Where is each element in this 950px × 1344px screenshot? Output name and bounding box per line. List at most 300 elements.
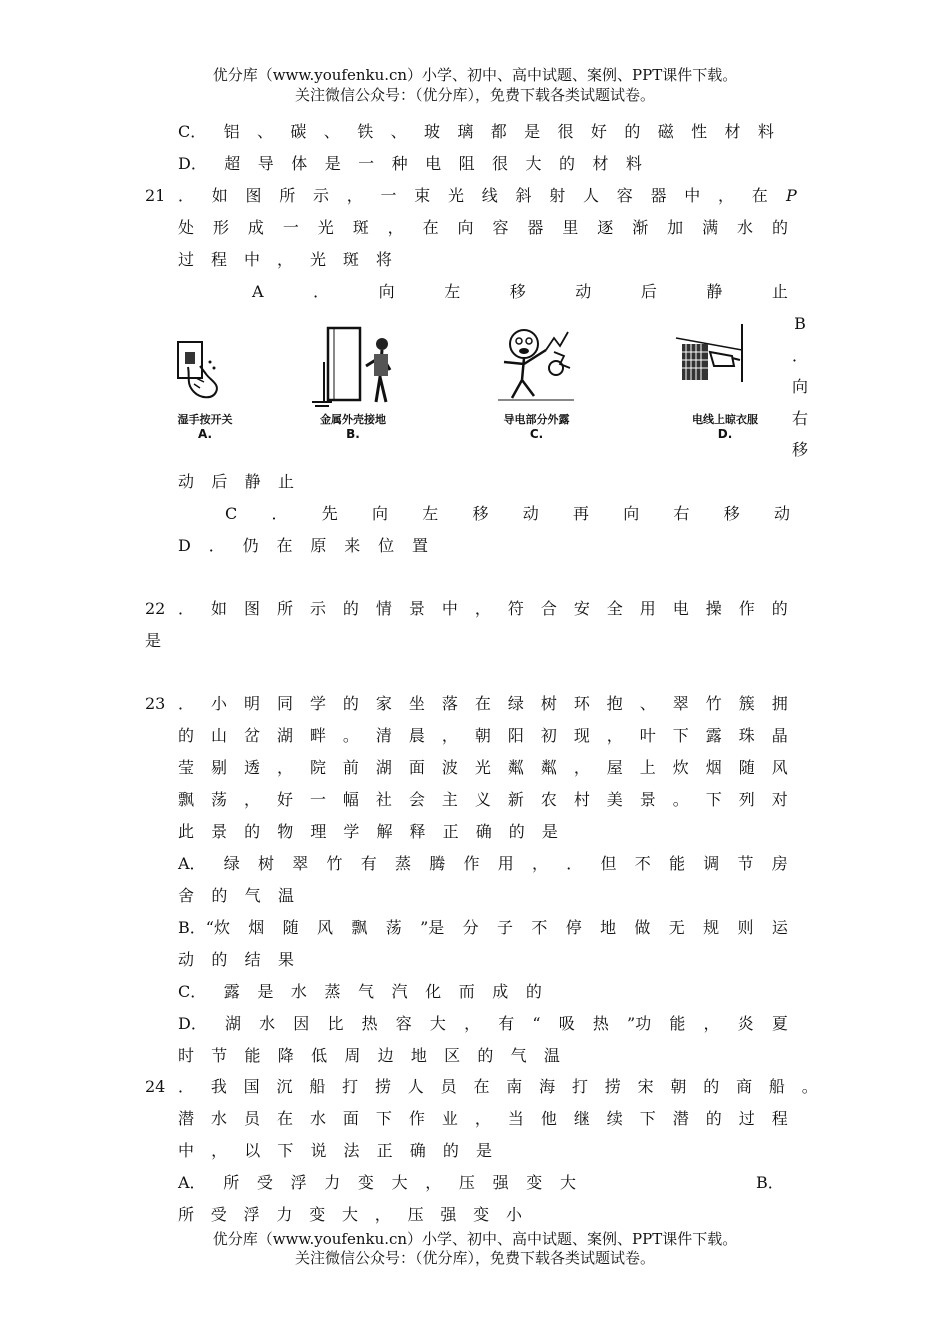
text-token: 是 xyxy=(257,982,274,1001)
q23-line4 xyxy=(178,790,788,810)
text-token: 动 xyxy=(773,504,790,523)
text-token: 的 xyxy=(705,1109,722,1128)
text-token: 电 xyxy=(672,599,689,618)
text-token: 水 xyxy=(737,218,754,237)
text-token: B．“炊 xyxy=(178,918,230,937)
text-token: 水 xyxy=(210,1109,227,1128)
exposed-wire-shock-icon xyxy=(494,322,579,407)
text-token: 清 xyxy=(375,726,392,745)
text-token: 所 xyxy=(276,599,293,618)
text-token: 的 xyxy=(342,599,359,618)
figure-d xyxy=(670,322,780,452)
text-token: 翠 xyxy=(292,854,309,873)
text-token: “ xyxy=(532,1014,541,1033)
text-token: C． xyxy=(178,122,207,141)
text-token: 导 xyxy=(257,154,274,173)
text-token: 强 xyxy=(440,1205,457,1224)
text-token: D． xyxy=(178,1014,207,1033)
text-token: 的 xyxy=(508,822,525,841)
text-token: 朝 xyxy=(670,1077,687,1096)
text-token: 做 xyxy=(634,918,651,937)
text-token: 规 xyxy=(703,918,720,937)
text-token: 地 xyxy=(600,918,617,937)
text-token: 电 xyxy=(425,154,442,173)
text-token: 吸 xyxy=(558,1014,575,1033)
text-token: 面 xyxy=(408,758,425,777)
text-token: 家 xyxy=(375,694,392,713)
text-token: 继 xyxy=(573,1109,590,1128)
text-token: ， xyxy=(474,1109,491,1128)
text-token: 右 xyxy=(673,504,690,523)
text-token: ”是 xyxy=(420,918,445,937)
text-token: 满 xyxy=(702,218,719,237)
text-token: 幅 xyxy=(342,790,359,809)
text-token: 中 xyxy=(178,1141,195,1160)
text-token: 粼 xyxy=(540,758,557,777)
q21-line2 xyxy=(178,218,788,238)
text-token: 但 xyxy=(600,854,617,873)
text-token: 宋 xyxy=(637,1077,654,1096)
text-token: 说 xyxy=(310,1141,327,1160)
text-token: ， xyxy=(425,1173,442,1192)
text-token: 过 xyxy=(738,1109,755,1128)
text-token: 学 xyxy=(343,822,360,841)
text-token: 荡 xyxy=(385,918,402,937)
text-token: 院 xyxy=(309,758,326,777)
text-token: 程 xyxy=(210,250,227,269)
q22-line2: 是 xyxy=(145,631,162,650)
text-token: 烟 xyxy=(248,918,265,937)
text-token: ， xyxy=(441,726,458,745)
text-token: A xyxy=(252,282,264,301)
text-token: 能 xyxy=(669,1014,686,1033)
text-token: 节 xyxy=(737,854,754,873)
text-token: A． xyxy=(178,1173,206,1192)
text-token: 下 xyxy=(277,1141,294,1160)
text-token: 潜 xyxy=(178,1109,195,1128)
text-token: 下 xyxy=(375,1109,392,1128)
text-token: 续 xyxy=(606,1109,623,1128)
text-token: 璃 xyxy=(457,122,474,141)
text-token: 的 xyxy=(624,122,641,141)
text-token: 珠 xyxy=(738,726,755,745)
text-token: 他 xyxy=(540,1109,557,1128)
text-token: 光 xyxy=(474,758,491,777)
text-token: 中 xyxy=(243,250,260,269)
text-token: 光 xyxy=(309,250,326,269)
text-token: 村 xyxy=(573,790,590,809)
text-token: 动 xyxy=(575,282,592,301)
text-token: 是 xyxy=(524,122,541,141)
text-token: 飘 xyxy=(178,790,195,809)
text-token: 将 xyxy=(375,250,392,269)
text-token: 置 xyxy=(411,536,428,555)
text-token: 员 xyxy=(440,1077,457,1096)
text-token: 下 xyxy=(639,1109,656,1128)
text-token: 成 xyxy=(247,218,264,237)
figure-c-letter: C. xyxy=(529,427,544,441)
text-token: 斑 xyxy=(352,218,369,237)
text-token: 、 xyxy=(257,122,274,141)
text-token: 受 xyxy=(256,1173,273,1192)
text-token: 朝 xyxy=(474,726,491,745)
text-token: 在 xyxy=(473,1077,490,1096)
text-token: 簇 xyxy=(738,694,755,713)
text-token: 露 xyxy=(705,726,722,745)
text-token: ， xyxy=(474,599,491,618)
page-footer-line1: 优分库（www.youfenku.cn）小学、初中、高中试题、案例、PPT课件下载。 xyxy=(212,1230,738,1248)
text-token: 的 xyxy=(211,950,228,969)
figure-c-caption: 导电部分外露 xyxy=(503,413,570,426)
text-token: 很 xyxy=(492,154,509,173)
text-token: 子 xyxy=(496,918,513,937)
text-token: 晨 xyxy=(408,726,425,745)
text-token: 如 xyxy=(210,599,227,618)
figure-b-letter: B. xyxy=(346,427,360,441)
q24-number: 24 xyxy=(145,1077,166,1096)
text-token: 性 xyxy=(691,122,708,141)
text-token: 强 xyxy=(492,1173,509,1192)
text-token: 屋 xyxy=(606,758,623,777)
text-token: 斑 xyxy=(342,250,359,269)
text-token: 主 xyxy=(441,790,458,809)
figure-a-caption: 湿手按开关 xyxy=(177,413,233,426)
text-token: 器 xyxy=(527,218,544,237)
text-token: C xyxy=(225,504,238,523)
text-token: 向 xyxy=(457,218,474,237)
text-token: ， xyxy=(606,726,623,745)
text-token: ， xyxy=(718,186,735,205)
text-token: 、 xyxy=(639,694,656,713)
text-token: 位 xyxy=(378,536,395,555)
text-token: 以 xyxy=(244,1141,261,1160)
text-token: ． xyxy=(313,282,330,301)
text-token: 受 xyxy=(210,1205,227,1224)
text-token: 低 xyxy=(311,1046,328,1065)
q21-option-d xyxy=(178,536,428,556)
text-token: 合 xyxy=(540,599,557,618)
text-token: 光 xyxy=(448,186,465,205)
text-token: 果 xyxy=(277,950,294,969)
text-token: 原 xyxy=(310,536,327,555)
text-token: 正 xyxy=(442,822,459,841)
text-token: 好 xyxy=(590,122,607,141)
text-token: 绿 xyxy=(223,854,240,873)
q24-line2 xyxy=(178,1109,788,1129)
text-token: 会 xyxy=(408,790,425,809)
text-token: 温 xyxy=(543,1046,560,1065)
text-token: 容 xyxy=(395,1014,412,1033)
text-token: 现 xyxy=(573,726,590,745)
text-token: 的 xyxy=(771,599,788,618)
text-token: ， xyxy=(374,1205,391,1224)
text-token: 湖 xyxy=(224,1014,241,1033)
text-token: 捞 xyxy=(604,1077,621,1096)
text-token: 下 xyxy=(672,726,689,745)
text-token: 法 xyxy=(343,1141,360,1160)
text-token: 当 xyxy=(507,1109,524,1128)
text-token: 有 xyxy=(498,1014,515,1033)
text-token: 坐 xyxy=(408,694,425,713)
text-token: 确 xyxy=(475,822,492,841)
text-token: 止 xyxy=(277,472,294,491)
text-token: 全 xyxy=(606,599,623,618)
text-token: 体 xyxy=(291,154,308,173)
text-token: 示 xyxy=(309,599,326,618)
q23-option-a-1 xyxy=(178,854,788,874)
q24-option-b xyxy=(178,1205,522,1225)
figure-d-letter: D. xyxy=(717,427,733,441)
text-token: 的 xyxy=(442,1141,459,1160)
text-token: 碳 xyxy=(290,122,307,141)
q21-line3 xyxy=(178,250,392,270)
text-token: ， xyxy=(387,218,404,237)
text-token: 学 xyxy=(309,694,326,713)
text-token: 则 xyxy=(737,918,754,937)
text-token: 束 xyxy=(414,186,431,205)
text-token: 动 xyxy=(178,472,195,491)
text-token: 人 xyxy=(407,1077,424,1096)
q21-option-a xyxy=(252,282,788,302)
text-token: 对 xyxy=(771,790,788,809)
text-token: 区 xyxy=(444,1046,461,1065)
text-token: D xyxy=(178,536,191,555)
text-token: 列 xyxy=(738,790,755,809)
text-token: 员 xyxy=(243,1109,260,1128)
text-token: 人 xyxy=(583,186,600,205)
q21-line1 xyxy=(178,186,768,206)
text-token: ”功 xyxy=(627,1014,652,1033)
text-token: 好 xyxy=(276,790,293,809)
text-token: 先 xyxy=(321,504,338,523)
text-token: 汽 xyxy=(391,982,408,1001)
text-token: 边 xyxy=(377,1046,394,1065)
text-token: 情 xyxy=(375,599,392,618)
text-token: 拥 xyxy=(771,694,788,713)
text-token: 正 xyxy=(376,1141,393,1160)
text-token: ， xyxy=(276,250,293,269)
text-token: 作 xyxy=(738,599,755,618)
text-token: 大 xyxy=(341,1205,358,1224)
text-token: 是 xyxy=(541,822,558,841)
text-token: 在 xyxy=(751,186,768,205)
text-token: 超 xyxy=(224,154,241,173)
text-token: 抱 xyxy=(606,694,623,713)
text-token: 气 xyxy=(244,886,261,905)
text-token: 如 xyxy=(211,186,228,205)
text-token: 左 xyxy=(422,504,439,523)
q21-var-p: P xyxy=(786,186,797,205)
text-token: 移 xyxy=(509,282,526,301)
text-token: 粼 xyxy=(507,758,524,777)
text-token: 压 xyxy=(458,1173,475,1192)
text-token: 里 xyxy=(562,218,579,237)
text-token: 农 xyxy=(540,790,557,809)
text-token: 都 xyxy=(490,122,507,141)
text-token: 所 xyxy=(178,1205,195,1224)
text-token: 理 xyxy=(310,822,327,841)
text-token: 分 xyxy=(462,918,479,937)
text-token: 此 xyxy=(178,822,195,841)
text-token: 力 xyxy=(276,1205,293,1224)
text-token: 料 xyxy=(757,122,774,141)
text-token: 腾 xyxy=(429,854,446,873)
text-token: 止 xyxy=(771,282,788,301)
text-token: C． xyxy=(178,982,207,1001)
text-token: 透 xyxy=(243,758,260,777)
text-token: 节 xyxy=(211,1046,228,1065)
text-token: 在 xyxy=(474,694,491,713)
text-token: 社 xyxy=(375,790,392,809)
text-token: 热 xyxy=(592,1014,609,1033)
text-token: A． xyxy=(178,854,206,873)
text-token: 山 xyxy=(210,726,227,745)
text-token: 调 xyxy=(703,854,720,873)
text-token: 静 xyxy=(706,282,723,301)
text-token: 明 xyxy=(243,694,260,713)
text-token: 舍 xyxy=(178,886,195,905)
text-token: 水 xyxy=(259,1014,276,1033)
text-token: 晶 xyxy=(771,726,788,745)
text-token: 是 xyxy=(475,1141,492,1160)
text-token: 再 xyxy=(572,504,589,523)
text-token: 义 xyxy=(474,790,491,809)
text-token: 解 xyxy=(376,822,393,841)
text-token: ． xyxy=(208,536,225,555)
q23-line2 xyxy=(178,726,788,746)
text-token: 温 xyxy=(277,886,294,905)
text-token: 上 xyxy=(639,758,656,777)
text-token: 树 xyxy=(258,854,275,873)
text-token: 一 xyxy=(358,154,375,173)
text-token: 湖 xyxy=(375,758,392,777)
text-token: 结 xyxy=(244,950,261,969)
text-token: 大 xyxy=(559,1173,576,1192)
text-token: 所 xyxy=(223,1173,240,1192)
text-token: 房 xyxy=(771,854,788,873)
text-token: 玻 xyxy=(423,122,440,141)
figure-c xyxy=(494,322,579,452)
text-token: 打 xyxy=(571,1077,588,1096)
text-token: 停 xyxy=(565,918,582,937)
text-token: ， xyxy=(532,854,549,873)
text-token: 变 xyxy=(473,1205,490,1224)
text-token: 周 xyxy=(344,1046,361,1065)
text-token: 风 xyxy=(771,758,788,777)
text-token: 用 xyxy=(497,854,514,873)
text-token: 操 xyxy=(705,599,722,618)
q22-number: 22 xyxy=(145,599,166,618)
text-token: 、 xyxy=(323,122,340,141)
text-token: 能 xyxy=(669,854,686,873)
q23-line1 xyxy=(178,694,788,714)
text-token: 铝 xyxy=(223,122,240,141)
text-token: 阻 xyxy=(458,154,475,173)
text-token: 船 xyxy=(309,1077,326,1096)
text-token: 叶 xyxy=(639,726,656,745)
text-token: 后 xyxy=(211,472,228,491)
text-token: 我 xyxy=(210,1077,227,1096)
text-token: 景 xyxy=(408,599,425,618)
text-token: 时 xyxy=(178,1046,195,1065)
text-token: 一 xyxy=(309,790,326,809)
text-token: 。 xyxy=(801,1077,818,1096)
page-header-line1: 优分库（www.youfenku.cn）小学、初中、高中试题、案例、PPT课件下载。 xyxy=(212,66,738,84)
text-token: 器 xyxy=(650,186,667,205)
q23-option-a-2 xyxy=(178,886,294,906)
text-token: 不 xyxy=(531,918,548,937)
text-token: 景 xyxy=(211,822,228,841)
text-token: 作 xyxy=(463,854,480,873)
figure-a-letter: A. xyxy=(197,427,213,441)
text-token: 有 xyxy=(360,854,377,873)
text-token: ， xyxy=(243,790,260,809)
clothes-on-wire-icon xyxy=(670,322,780,407)
text-token: 落 xyxy=(441,694,458,713)
text-token: 水 xyxy=(309,1109,326,1128)
text-token: 小 xyxy=(210,694,227,713)
text-token: 磁 xyxy=(657,122,674,141)
page-header-line2: 关注微信公众号：（优分库），免费下载各类试题试卷。 xyxy=(294,86,655,104)
text-token: ， xyxy=(703,1014,720,1033)
q23-option-d-1 xyxy=(178,1014,788,1034)
text-token: 炊 xyxy=(672,758,689,777)
text-token: 剔 xyxy=(210,758,227,777)
text-token: 船 xyxy=(768,1077,785,1096)
text-token: 比 xyxy=(327,1014,344,1033)
text-token: 潜 xyxy=(672,1109,689,1128)
text-token: 荡 xyxy=(210,790,227,809)
text-token: 的 xyxy=(525,982,542,1001)
text-token: 移 xyxy=(472,504,489,523)
text-token: ， xyxy=(573,758,590,777)
text-token: ． xyxy=(178,186,195,205)
text-token: ， xyxy=(464,1014,481,1033)
text-token: 材 xyxy=(724,122,741,141)
text-token: 风 xyxy=(317,918,334,937)
page-footer-line2: 关注微信公众号：（优分库），免费下载各类试题试卷。 xyxy=(294,1249,655,1267)
text-token: 的 xyxy=(477,1046,494,1065)
grounded-appliance-icon xyxy=(298,322,408,407)
text-token: 树 xyxy=(540,694,557,713)
text-token: 的 xyxy=(703,1077,720,1096)
text-token: 变 xyxy=(357,1173,374,1192)
figure-d-caption: 电线上晾衣服 xyxy=(692,413,758,426)
text-token: 动 xyxy=(522,504,539,523)
text-token: 光 xyxy=(317,218,334,237)
text-token: 图 xyxy=(243,599,260,618)
figure-b xyxy=(298,322,408,452)
q23-option-c xyxy=(178,982,542,1002)
text-token: 斜 xyxy=(515,186,532,205)
text-token: 气 xyxy=(510,1046,527,1065)
text-token: 化 xyxy=(425,982,442,1001)
text-token: 的 xyxy=(771,218,788,237)
text-token: 下 xyxy=(705,790,722,809)
text-token: 程 xyxy=(771,1109,788,1128)
figure-a xyxy=(160,322,250,452)
q21-option-b-vertical: B ． 向 右 移 xyxy=(791,314,808,459)
text-token: 浮 xyxy=(243,1205,260,1224)
text-token: 的 xyxy=(178,726,195,745)
text-token: 商 xyxy=(736,1077,753,1096)
text-token: 图 xyxy=(245,186,262,205)
text-token: 大 xyxy=(429,1014,446,1033)
text-token: 不 xyxy=(634,854,651,873)
text-token: 中 xyxy=(684,186,701,205)
text-token: 符 xyxy=(507,599,524,618)
text-token: 种 xyxy=(391,154,408,173)
